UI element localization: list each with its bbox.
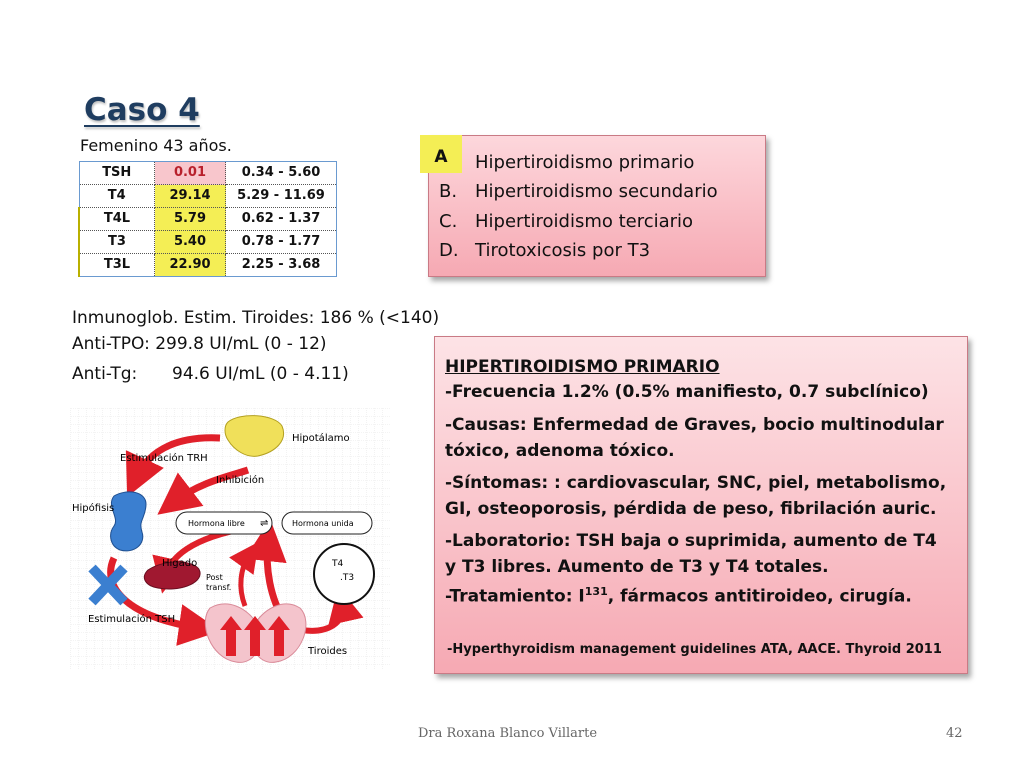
label-tsh: Estimulación TSH — [88, 614, 176, 625]
lab-name: TSH — [79, 162, 155, 185]
info-line: -Síntomas: : cardiovascular, SNC, piel, metabolismo, — [445, 473, 947, 493]
info-reference: -Hyperthyroidism management guidelines ATA, AACE. Thyroid 2011 — [447, 642, 942, 657]
lab-name: T3 — [79, 231, 155, 254]
lab-anti-tg-label: Anti-Tg: — [72, 364, 138, 384]
option-text: Hipertiroidismo terciario — [475, 211, 694, 232]
table-row — [79, 185, 337, 208]
label-t4: T4 — [332, 559, 344, 569]
lab-value: 0.01 — [155, 162, 226, 185]
treatment-isotope: 131 — [584, 585, 608, 598]
lab-name: T4L — [79, 208, 155, 231]
lab-range: 0.78 - 1.77 — [226, 231, 337, 254]
info-line: -Laboratorio: TSH baja o suprimida, aumento de T4 — [445, 531, 937, 551]
lab-range: 0.34 - 5.60 — [226, 162, 337, 185]
patient-info: Femenino 43 años. — [80, 136, 232, 155]
option-letter: B. — [439, 181, 458, 202]
pituitary-shape — [111, 492, 146, 551]
lab-anti-tg — [72, 364, 349, 384]
answer-badge: A — [420, 135, 462, 173]
equilibrium-icon: ⇌ — [260, 518, 269, 529]
label-post: Post — [206, 573, 223, 582]
footer-author: Dra Roxana Blanco Villarte — [418, 726, 598, 741]
lab-anti-tg-value: 94.6 UI/mL (0 - 4.11) — [172, 364, 349, 384]
info-box — [434, 336, 968, 674]
option-letter: C. — [439, 211, 458, 232]
option-d — [439, 240, 650, 261]
label-transf: transf. — [206, 583, 232, 592]
table-row — [79, 231, 337, 254]
thyroid-axis-diagram — [70, 408, 390, 670]
lab-anti-tpo: Anti-TPO: 299.8 UI/mL (0 - 12) — [72, 334, 327, 354]
option-text: Tirotoxicosis por T3 — [475, 240, 651, 261]
table-row — [79, 208, 337, 231]
lab-name: T4 — [79, 185, 155, 208]
info-line: GI, osteoporosis, pérdida de peso, fibrilación auric. — [445, 499, 937, 519]
label-hormona-libre: Hormona libre — [188, 519, 245, 528]
treatment-prefix: -Tratamiento: I — [445, 586, 585, 607]
label-t3: .T3 — [340, 573, 355, 583]
lab-table — [78, 161, 337, 277]
info-line: -Frecuencia 1.2% (0.5% manifiesto, 0.7 subclínico) — [445, 382, 929, 402]
label-hormona-unida: Hormona unida — [292, 519, 354, 528]
table-row — [79, 162, 337, 185]
treatment-rest: , fármacos antitiroideo, cirugía. — [607, 586, 912, 607]
option-text: Hipertiroidismo primario — [475, 152, 695, 173]
option-b — [439, 181, 718, 202]
info-line: y T3 libres. Aumento de T3 y T4 totales. — [445, 557, 829, 577]
option-text: Hipertiroidismo secundario — [475, 181, 718, 202]
lab-value: 29.14 — [155, 185, 226, 208]
label-higado: Hígado — [162, 558, 198, 569]
label-tiroides: Tiroides — [308, 646, 348, 657]
label-inhibicion: Inhibición — [216, 475, 265, 486]
info-line: tóxico, adenoma tóxico. — [445, 441, 675, 461]
info-heading: HIPERTIROIDISMO PRIMARIO — [445, 357, 720, 377]
table-row — [79, 254, 337, 277]
footer-page-number: 42 — [946, 726, 963, 741]
lab-name: T3L — [79, 254, 155, 277]
option-a — [439, 152, 694, 173]
lab-range: 5.29 - 11.69 — [226, 185, 337, 208]
label-trh: Estimulación TRH — [120, 453, 208, 464]
slide-title: Caso 4 — [84, 92, 200, 128]
label-hipofisis: Hipófisis — [72, 503, 115, 514]
lab-tsi: Inmunoglob. Estim. Tiroides: 186 % (<140) — [72, 308, 440, 328]
option-c — [439, 211, 693, 232]
lab-range: 2.25 - 3.68 — [226, 254, 337, 277]
lab-value: 5.79 — [155, 208, 226, 231]
option-letter: D. — [439, 240, 459, 261]
label-hipotalamo: Hipotálamo — [292, 433, 350, 444]
lab-range: 0.62 - 1.37 — [226, 208, 337, 231]
lab-value: 22.90 — [155, 254, 226, 277]
info-line: -Causas: Enfermedad de Graves, bocio multinodular — [445, 415, 944, 435]
question-box — [428, 135, 766, 277]
info-treatment — [445, 585, 912, 607]
lab-value: 5.40 — [155, 231, 226, 254]
